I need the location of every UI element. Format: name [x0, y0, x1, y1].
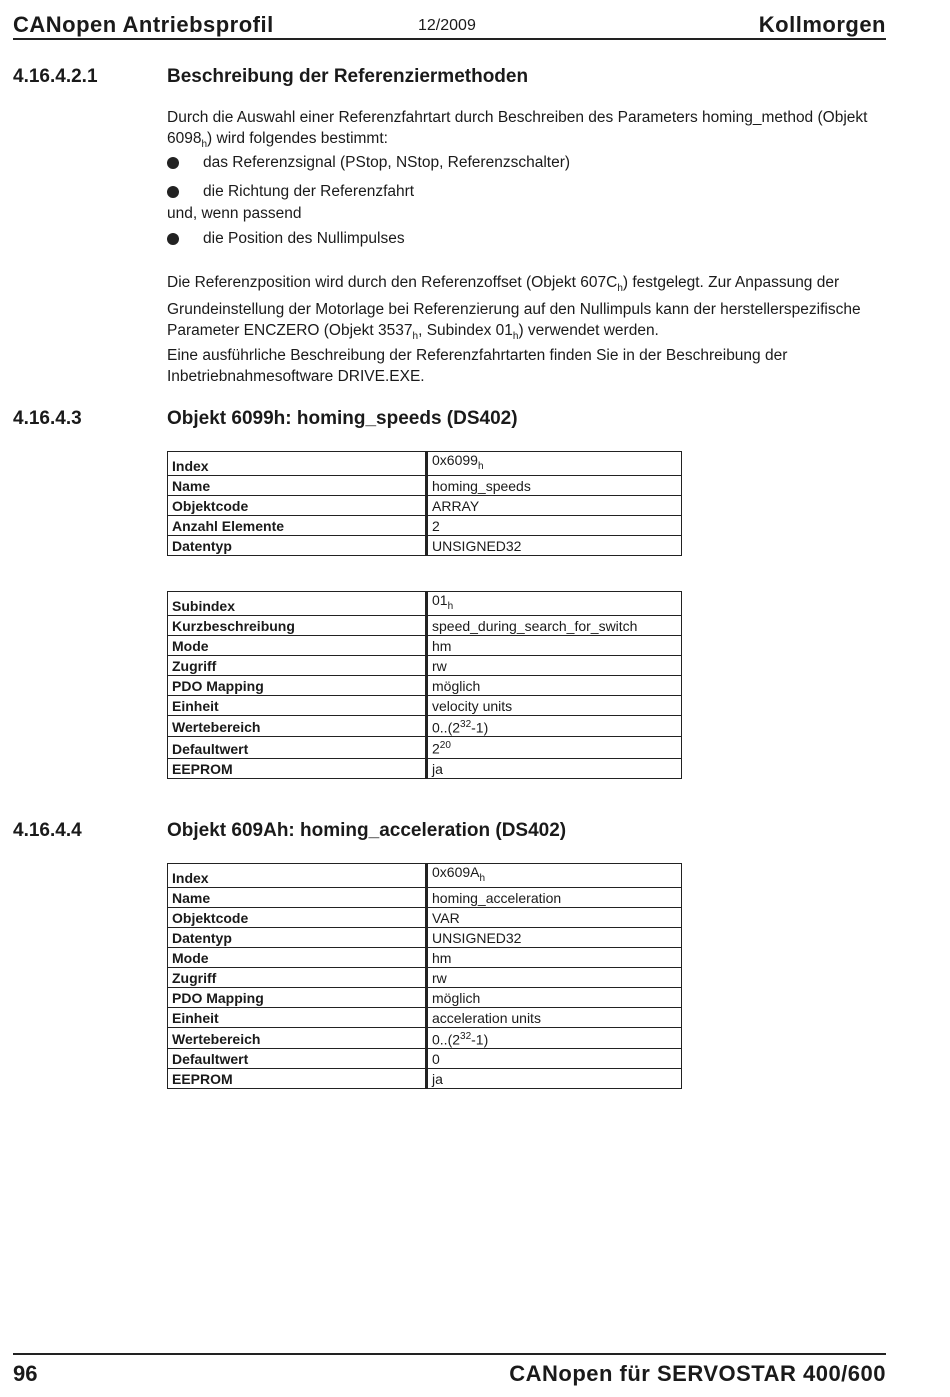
table-row: Index $0x609A_h$ [168, 864, 682, 888]
section-number: 4.16.4.3 [13, 408, 82, 429]
subindex-table [167, 591, 682, 779]
footer-title: CANopen für SERVOSTAR 400/600 [509, 1361, 886, 1386]
table-row: PDO Mapping möglich [168, 675, 682, 695]
section-title: Beschreibung der Referenziermethoden [167, 66, 529, 87]
table-row: Einheit velocity units [168, 695, 682, 715]
section-number: 4.16.4.2.1 [13, 66, 98, 87]
table-row: Index $0x6099_h$ [168, 452, 682, 476]
table-row: Mode hm [168, 947, 682, 967]
table-row: Name homing_speeds [168, 475, 682, 495]
table-row: Kurzbeschreibung speed_during_search_for_switch [168, 615, 682, 635]
page-number: 96 [13, 1361, 38, 1386]
header-date: 12/2009 [418, 17, 476, 34]
header-brand: Kollmorgen [758, 12, 886, 37]
table-row: Zugriff rw [168, 967, 682, 987]
table-row: Datentyp UNSIGNED32 [168, 535, 682, 555]
section-title: Objekt 6099h: homing_speeds (DS402) [167, 408, 518, 429]
page-header [13, 10, 886, 40]
bullet-icon [167, 157, 179, 169]
table-row: Defaultwert $2^{20}$ [168, 737, 682, 759]
table-row: Einheit acceleration units [168, 1007, 682, 1027]
bullet-icon [167, 233, 179, 245]
header-title: CANopen Antriebsprofil [13, 12, 274, 37]
table-row: Wertebereich $0..(2^{32}-1)$ [168, 1027, 682, 1049]
page-footer [13, 1353, 886, 1395]
table-row: Datentyp UNSIGNED32 [168, 927, 682, 947]
table-row: EEPROM ja [168, 1069, 682, 1089]
object-table [167, 451, 682, 556]
table-row: Zugriff rw [168, 655, 682, 675]
section-title: Objekt 609Ah: homing_acceleration (DS402) [167, 820, 567, 841]
table-row: Subindex $01_h$ [168, 592, 682, 616]
paragraph-drive-exe: Eine ausführliche Beschreibung der Referenzfahrtarten finden Sie in der Beschreibung der Inbetriebnahmesoftware DRIVE.EXE. [167, 347, 788, 385]
table-row: EEPROM ja [168, 759, 682, 779]
table-row: Objektcode VAR [168, 907, 682, 927]
table-row: Mode hm [168, 635, 682, 655]
connector-text: und, wenn passend [167, 205, 302, 222]
section-number: 4.16.4.4 [13, 820, 82, 841]
table-row: Defaultwert 0 [168, 1049, 682, 1069]
bullet-icon [167, 186, 179, 198]
table-row: Anzahl Elemente 2 [168, 515, 682, 535]
intro-paragraph: Durch die Auswahl einer Referenzfahrtart durch Beschreiben des Parameters homing_method (Objekt $6098_h$) wird folgendes bestimmt: [167, 109, 868, 151]
table-row: Objektcode ARRAY [168, 495, 682, 515]
paragraph-referenzposition: Die Referenzposition wird durch den Referenzoffset (Objekt $607C_h$) festgelegt. Zur Anpassung der Grundeinstellung der Motorlage bei Referenzierung auf den Nullimpuls kann der herstellerspezifische Parameter ENCZERO (Objekt $3537_h$, Subindex $01_h$) verwendet werden. [167, 274, 861, 343]
table-row: Wertebereich $0..(2^{32}-1)$ [168, 715, 682, 737]
object-table [167, 863, 682, 1089]
table-row: PDO Mapping möglich [168, 987, 682, 1007]
table-row: Name homing_acceleration [168, 887, 682, 907]
